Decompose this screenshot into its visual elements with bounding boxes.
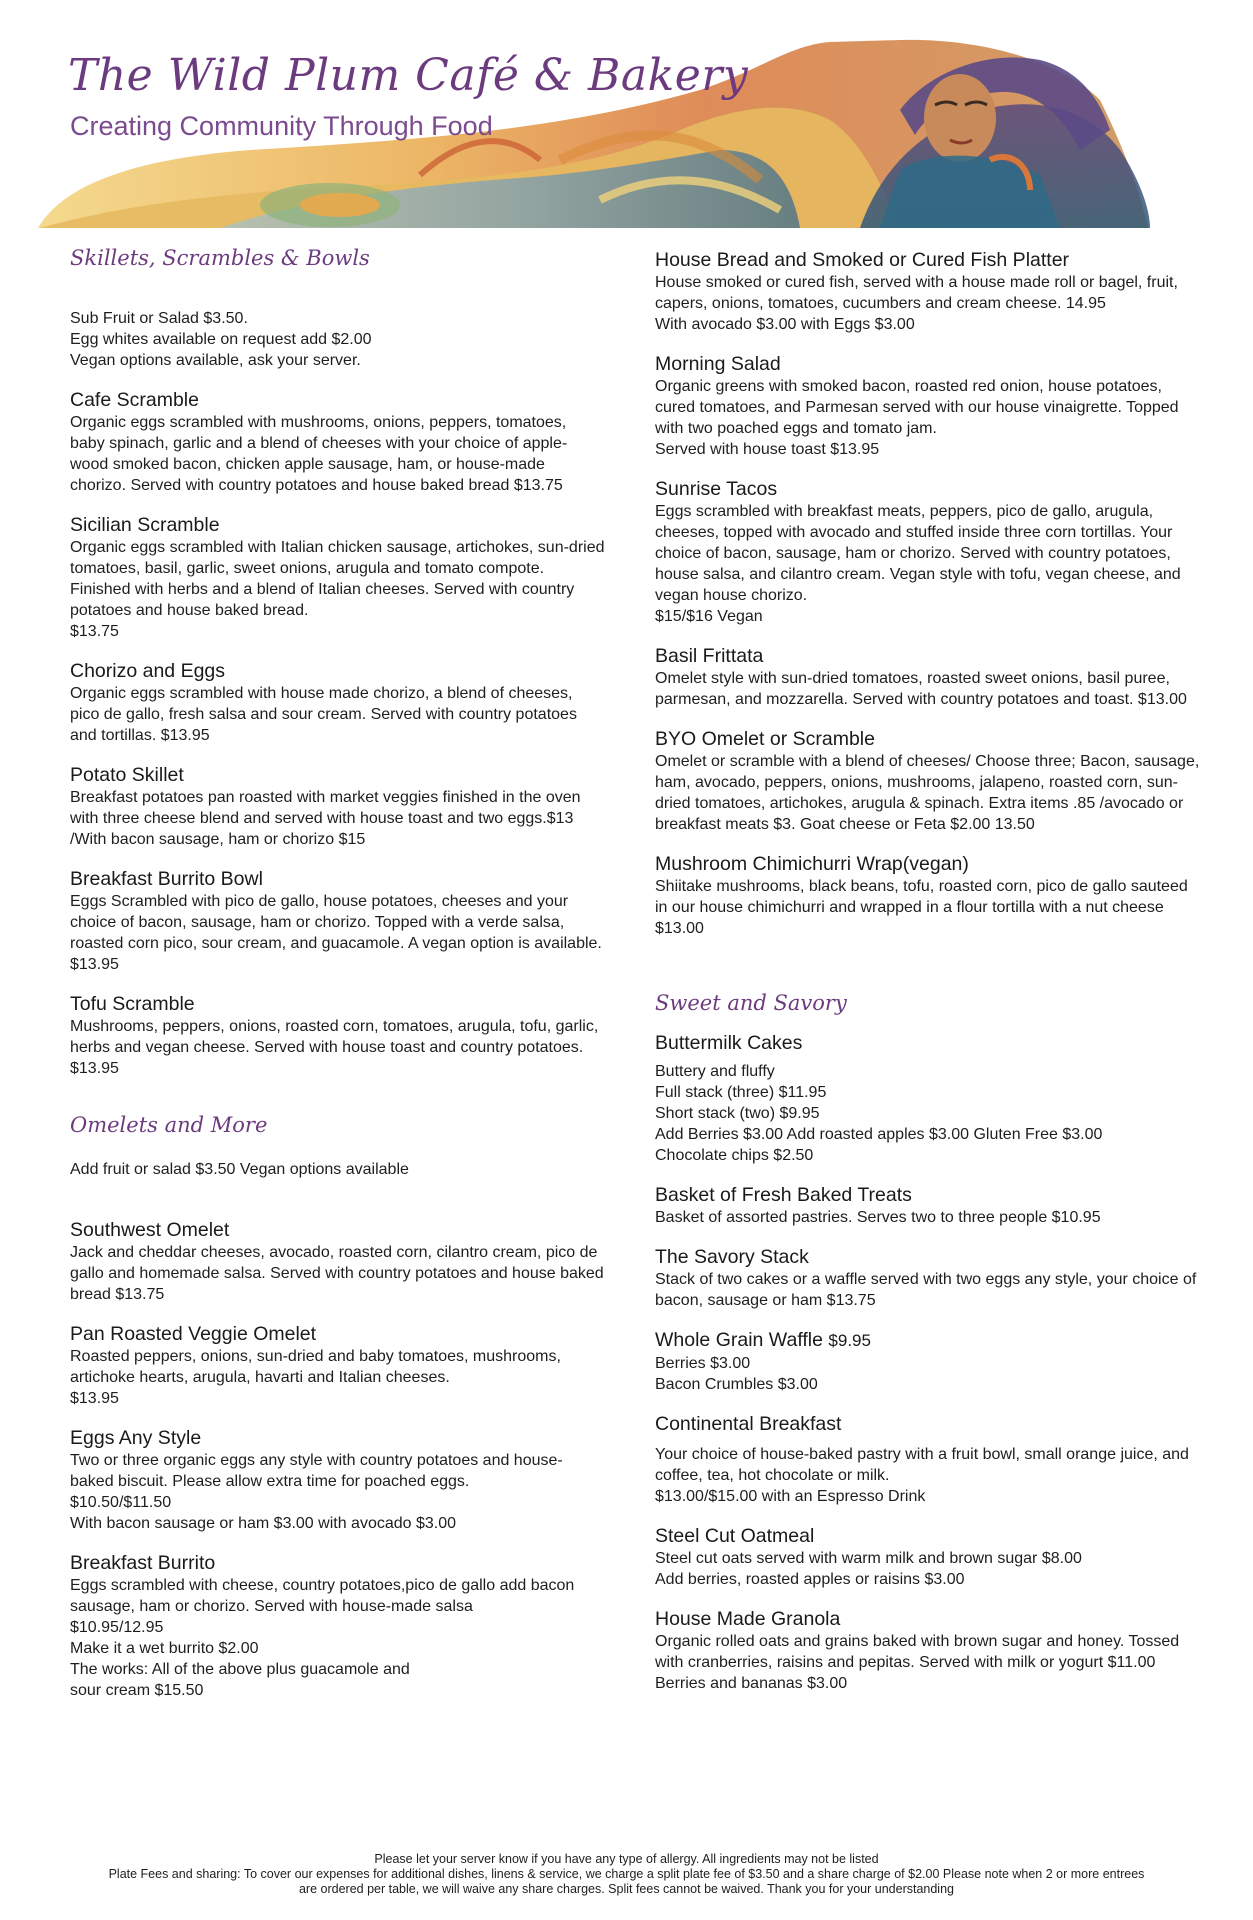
- section-title-sweet: Sweet and Savory: [655, 991, 847, 1015]
- menu-item: [70, 1551, 605, 1701]
- menu-item: [70, 992, 605, 1079]
- cafe-title: The Wild Plum Café & Bakery: [68, 50, 749, 101]
- menu-item: [655, 852, 1200, 939]
- menu-item: [655, 248, 1200, 335]
- menu-item: [655, 1607, 1200, 1694]
- menu-item: [70, 388, 605, 496]
- menu-item: [655, 1245, 1200, 1311]
- footer-line: are ordered per table, we will waive any share charges. Split fees cannot be waived. Thank you for your understanding: [298, 1882, 954, 1896]
- menu-item: [655, 352, 1200, 460]
- item-name: [655, 1328, 1200, 1353]
- menu-item: [70, 513, 605, 642]
- item-name: Basket of Fresh Baked Treats: [655, 1184, 912, 1206]
- note-line: Add fruit or salad $3.50 Vegan options available: [70, 1161, 409, 1178]
- item-description: Breakfast potatoes pan roasted with market veggies finished in the oven with three cheese blend and served with house toast and two eggs.$13 /With bacon sausage, ham or chorizo $15: [70, 789, 581, 848]
- item-description: Organic eggs scrambled with mushrooms, onions, peppers, tomatoes, baby spinach, garlic and a blend of cheeses with your choice of apple-wood smoked bacon, chicken apple sausage, ham, or house-made chorizo. Served with country potatoes and house baked bread $13.75: [70, 414, 568, 494]
- item-name: House Made Granola: [655, 1608, 841, 1630]
- menu-item: [655, 477, 1200, 627]
- item-description: Your choice of house-baked pastry with a fruit bowl, small orange juice, and coffee, tea, hot chocolate or milk. $13.00/$15.00 with an Espresso Drink: [655, 1446, 1189, 1505]
- menu-item: [655, 644, 1200, 710]
- item-name: Southwest Omelet: [70, 1219, 230, 1241]
- item-description: Organic eggs scrambled with Italian chicken sausage, artichokes, sun-dried tomatoes, basil, garlic, sweet onions, arugula and tomato compote. Finished with herbs and a blend of Italian cheeses. Served with country potatoes and house baked bread. $13.75: [70, 539, 605, 640]
- note-line: Egg whites available on request add $2.00: [70, 331, 372, 348]
- item-description: Steel cut oats served with warm milk and brown sugar $8.00 Add berries, roasted apples or raisins $3.00: [655, 1550, 1082, 1588]
- item-description: Two or three organic eggs any style with country potatoes and house-baked biscuit. Please allow extra time for poached eggs. $10.50/$11.50 With bacon sausage or ham $3.00 with avocado $3.00: [70, 1452, 563, 1532]
- item-name: Steel Cut Oatmeal: [655, 1525, 815, 1547]
- item-description: Organic eggs scrambled with house made chorizo, a blend of cheeses, pico de gallo, fresh salsa and sour cream. Served with country potatoes and tortillas. $13.95: [70, 685, 577, 744]
- item-description: Eggs scrambled with breakfast meats, peppers, pico de gallo, arugula, cheeses, topped with avocado and stuffed inside three corn tortillas. Your choice of bacon, sausage, ham or chorizo. Served with country potatoes, house salsa, and cilantro cream. Vegan style with tofu, vegan cheese, and vegan house chorizo. $15/$16 Vegan: [655, 503, 1181, 625]
- note-line: Sub Fruit or Salad $3.50.: [70, 310, 248, 327]
- item-name: Cafe Scramble: [70, 389, 199, 411]
- item-name-text: Whole Grain Waffle: [655, 1329, 823, 1351]
- item-name: Breakfast Burrito Bowl: [70, 868, 263, 890]
- item-name: Sunrise Tacos: [655, 478, 778, 500]
- item-description: Omelet or scramble with a blend of cheeses/ Choose three; Bacon, sausage, ham, avocado, peppers, onions, mushrooms, jalapeno, roasted corn, sun-dried tomatoes, artichokes, arugula & spinach. Extra items .85 /avocado or breakfast meats $3. Goat cheese or Feta $2.00 13.50: [655, 753, 1200, 833]
- item-description: Buttery and fluffy Full stack (three) $11.95 Short stack (two) $9.95 Add Berries $3.00 Add roasted apples $3.00 Gluten Free $3.00 Chocolate chips $2.50: [655, 1063, 1103, 1164]
- item-description: Berries $3.00 Bacon Crumbles $3.00: [655, 1355, 818, 1393]
- item-description: Eggs Scrambled with pico de gallo, house potatoes, cheeses and your choice of bacon, sausage, ham or chorizo. Topped with a verde salsa, roasted corn pico, sour cream, and guacamole. A vegan option is available. $13.95: [70, 893, 602, 973]
- item-description: Omelet style with sun-dried tomatoes, roasted sweet onions, basil puree, parmesan, and mozzarella. Served with country potatoes and toast. $13.00: [655, 670, 1187, 708]
- section-sweet-savory: [655, 991, 1200, 1694]
- footer-line: Plate Fees and sharing: To cover our expenses for additional dishes, linens & service, we charge a split plate fee of $3.50 and a share charge of $2.00 Please note when 2 or more entrees: [108, 1867, 1145, 1881]
- item-description: Eggs scrambled with cheese, country potatoes,pico de gallo add bacon sausage, ham or chorizo. Served with house-made salsa $10.95/12.95 Make it a wet burrito $2.00 The works: All of the above plus guacamole and sour cream $15.50: [70, 1577, 575, 1699]
- menu-item: [655, 1031, 1200, 1166]
- footer-line: Please let your server know if you have any type of allergy. All ingredients may not be listed: [374, 1852, 879, 1866]
- menu-item: [655, 1183, 1200, 1228]
- item-description: Basket of assorted pastries. Serves two to three people $10.95: [655, 1209, 1101, 1226]
- item-description: Organic greens with smoked bacon, roasted red onion, house potatoes, cured tomatoes, and Parmesan served with our house vinaigrette. Topped with two poached eggs and tomato jam. Served with house toast $13.95: [655, 378, 1179, 458]
- item-description: House smoked or cured fish, served with a house made roll or bagel, fruit, capers, onions, tomatoes, cucumbers and cream cheese. 14.95 With avocado $3.00 with Eggs $3.00: [655, 274, 1178, 333]
- item-name: Morning Salad: [655, 353, 781, 375]
- item-name: Basil Frittata: [655, 645, 764, 667]
- item-name: The Savory Stack: [655, 1246, 809, 1268]
- section-omelets: [70, 1113, 605, 1701]
- item-description: Organic rolled oats and grains baked with brown sugar and honey. Tossed with cranberries, raisins and pepitas. Served with milk or yogurt $11.00 Berries and bananas $3.00: [655, 1633, 1180, 1692]
- item-name: Potato Skillet: [70, 764, 184, 786]
- item-name: Breakfast Burrito: [70, 1552, 216, 1574]
- cafe-tagline: Creating Community Through Food: [70, 111, 493, 141]
- menu-item: [70, 763, 605, 850]
- item-name: Tofu Scramble: [70, 993, 195, 1015]
- item-name: Mushroom Chimichurri Wrap(vegan): [655, 853, 969, 875]
- item-description: Stack of two cakes or a waffle served with two eggs any style, your choice of bacon, sausage or ham $13.75: [655, 1271, 1197, 1309]
- footer-notice: [0, 1852, 1253, 1897]
- item-name: Buttermilk Cakes: [655, 1032, 803, 1054]
- item-description: Mushrooms, peppers, onions, roasted corn, tomatoes, arugula, tofu, garlic, herbs and vegan cheese. Served with house toast and country potatoes. $13.95: [70, 1018, 599, 1077]
- section-title-omelets: Omelets and More: [70, 1113, 268, 1137]
- menu-item: [70, 659, 605, 746]
- item-description: Shiitake mushrooms, black beans, tofu, roasted corn, pico de gallo sauteed in our house chimichurri and wrapped in a flour tortilla with a nut cheese $13.00: [655, 878, 1188, 937]
- right-column: [655, 248, 1200, 1711]
- omelets-notes: [70, 1159, 605, 1180]
- item-name: Eggs Any Style: [70, 1427, 202, 1449]
- item-name: Continental Breakfast: [655, 1413, 842, 1435]
- item-name: Sicilian Scramble: [70, 514, 220, 536]
- item-description: Roasted peppers, onions, sun-dried and baby tomatoes, mushrooms, artichoke hearts, arugula, havarti and Italian cheeses. $13.95: [70, 1348, 561, 1407]
- menu-item: [70, 1426, 605, 1534]
- item-price: $9.95: [828, 1331, 871, 1350]
- menu-item: [70, 1322, 605, 1409]
- item-name: Chorizo and Eggs: [70, 660, 226, 682]
- left-column: [70, 246, 605, 1718]
- menu-item: [655, 727, 1200, 835]
- skillets-notes: [70, 308, 605, 371]
- item-name: Pan Roasted Veggie Omelet: [70, 1323, 317, 1345]
- section-skillets: [70, 246, 605, 1079]
- menu-item: [655, 1328, 1200, 1395]
- menu-item: [655, 1412, 1200, 1507]
- section-title-skillets: Skillets, Scrambles & Bowls: [70, 246, 370, 270]
- item-name: BYO Omelet or Scramble: [655, 728, 875, 750]
- menu-header: [0, 0, 1253, 230]
- menu-item: [70, 1218, 605, 1305]
- menu-item: [70, 867, 605, 975]
- note-line: Vegan options available, ask your server.: [70, 352, 361, 369]
- item-description: Jack and cheddar cheeses, avocado, roasted corn, cilantro cream, pico de gallo and homemade salsa. Served with country potatoes and house baked bread $13.75: [70, 1244, 604, 1303]
- menu-item: [655, 1524, 1200, 1590]
- item-name: House Bread and Smoked or Cured Fish Platter: [655, 249, 1070, 271]
